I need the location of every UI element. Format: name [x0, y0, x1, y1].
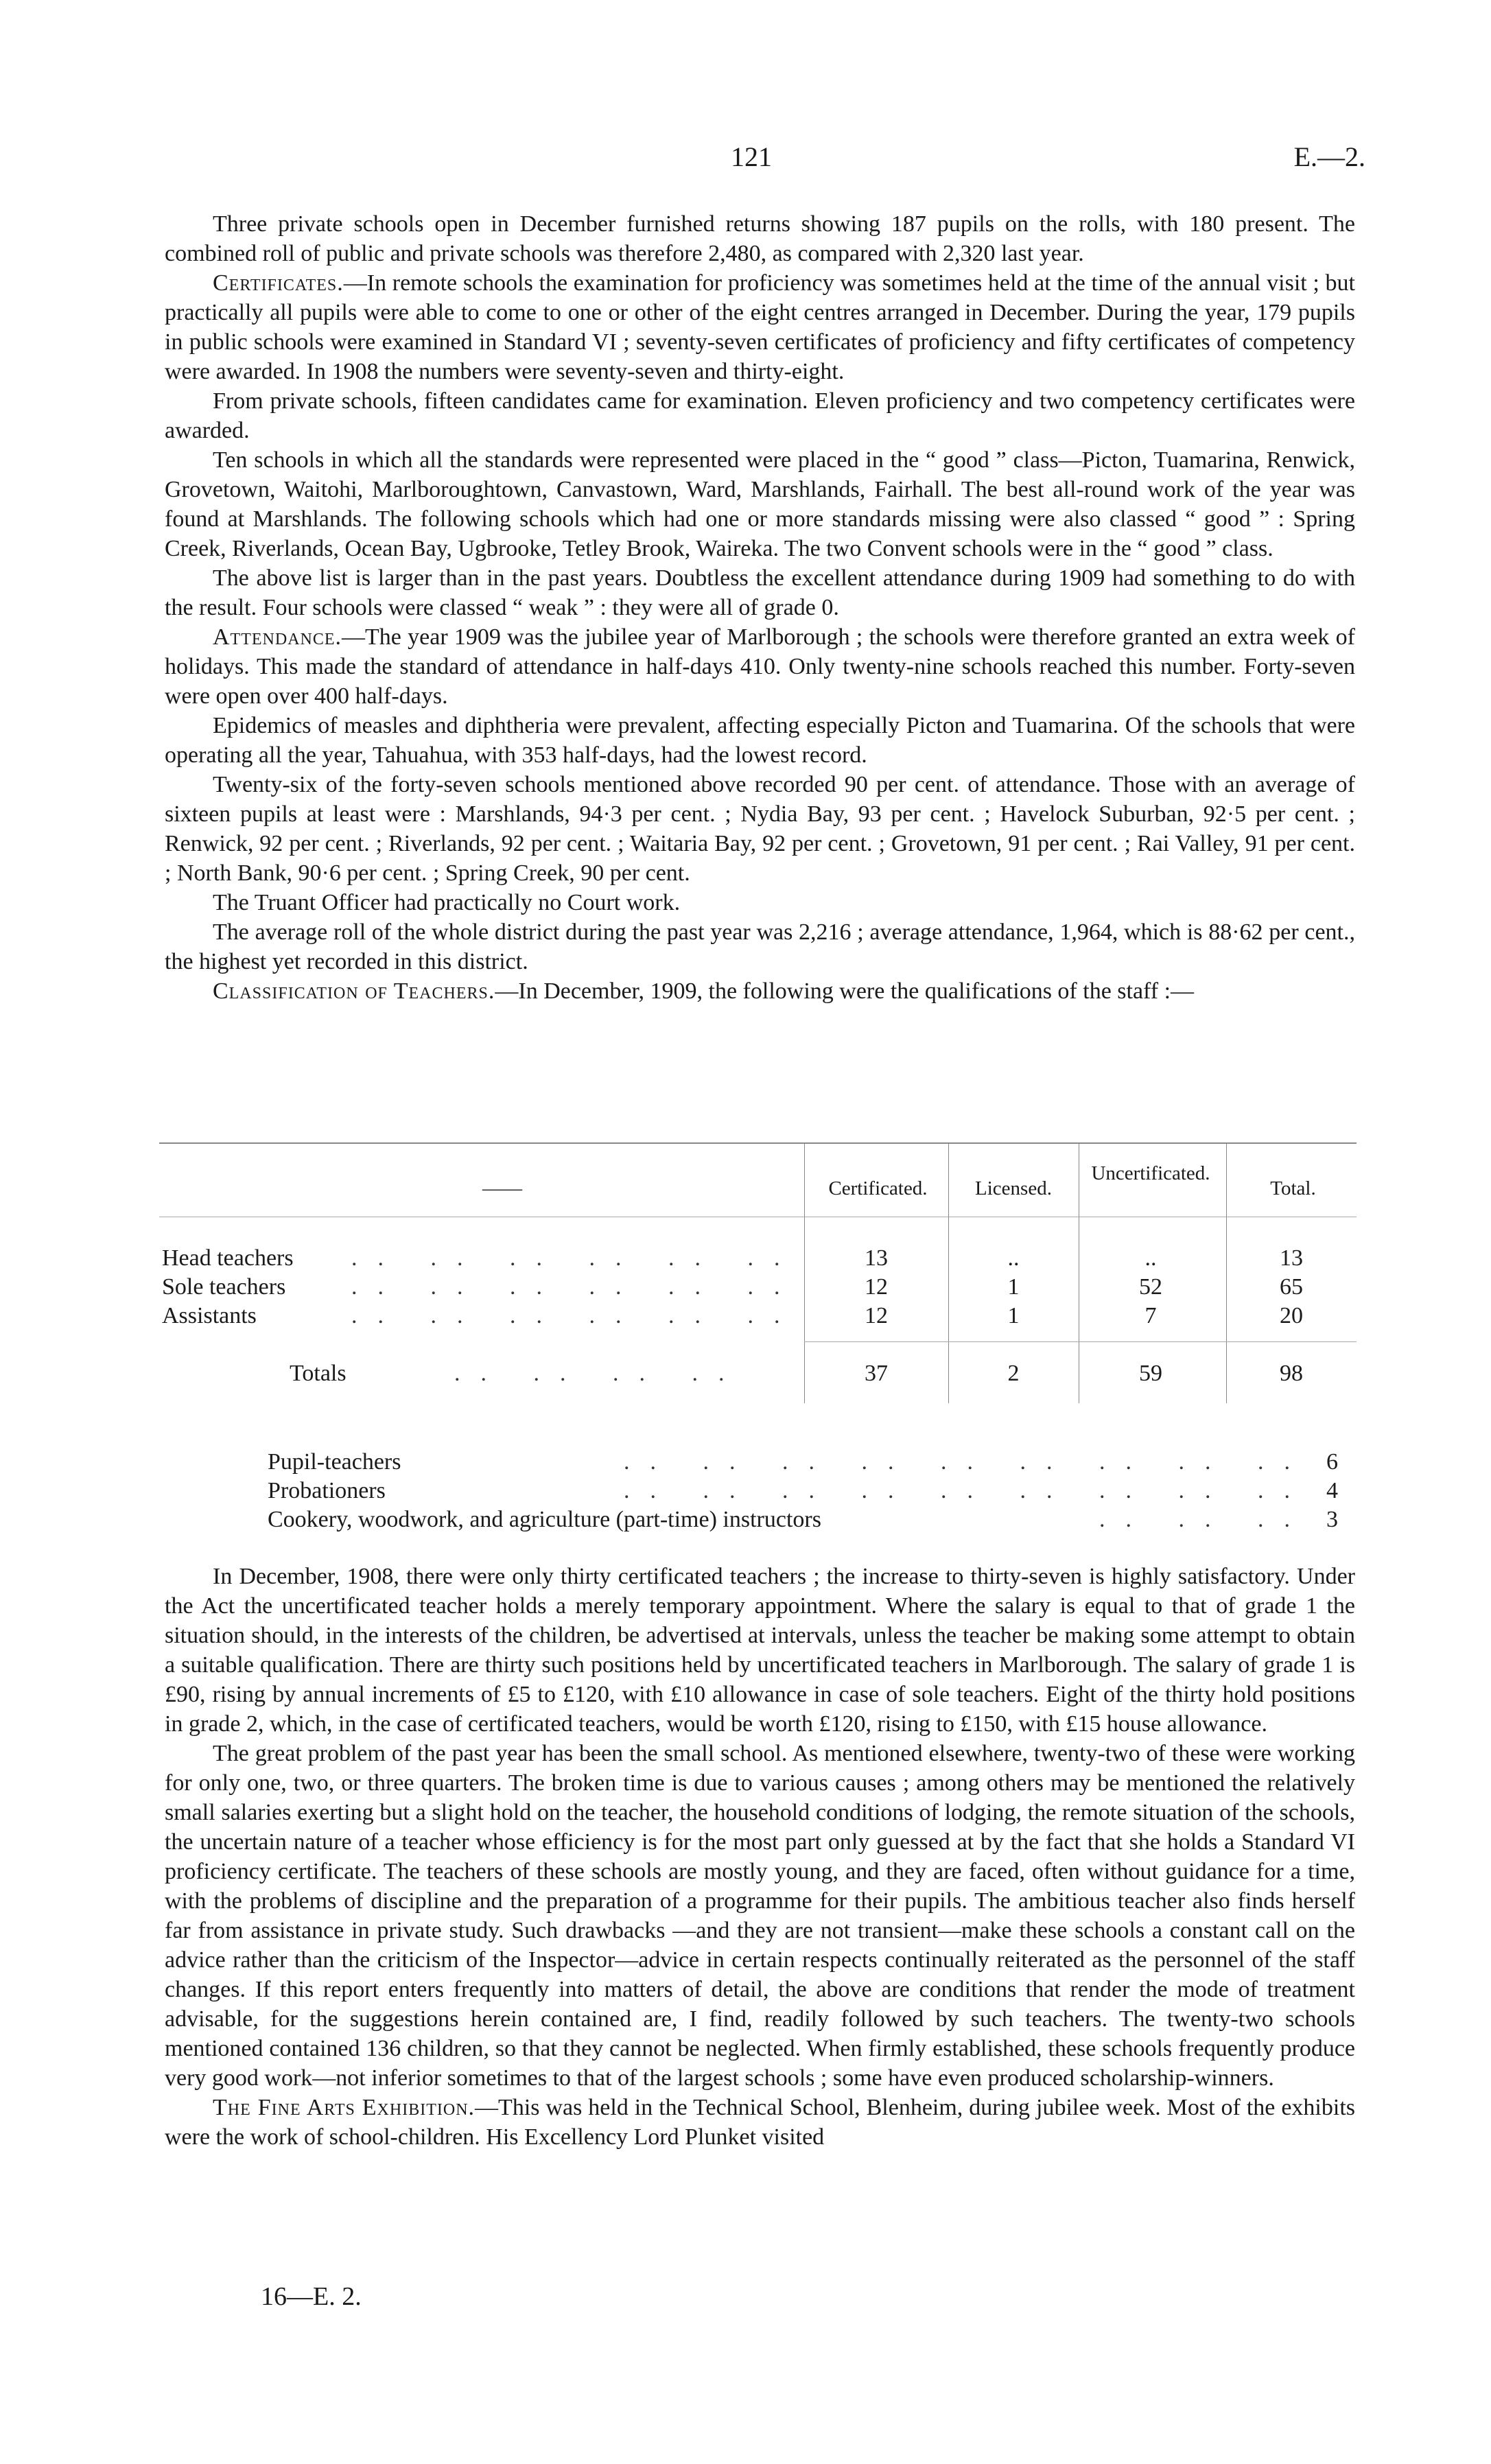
cell-certificated: 12	[865, 1274, 888, 1300]
staff-count: 6	[1326, 1449, 1338, 1475]
dot-leader: .. .. .. .. .. .. .. .. ..	[624, 1478, 1311, 1503]
staff-category: Pupil-teachers	[268, 1449, 401, 1475]
totals-label: Totals	[290, 1361, 347, 1386]
paragraph: Ten schools in which all the standards were represented were placed in the “ good ” class—Picton, Tuamarina, Renwick, Grovetown, Waitohi, Marlboroughtown, Canvastown, Ward, Marshlands, Fairhall. The best all-round work of the year was found at Marshlands. The following schools which had one or more standards missing were also classed “ good ” : Spring Creek, Riverlands, Ocean Bay, Ugbrooke, Tetley Brook, Waireka. The two Convent schools were in the “ good ” class.	[165, 447, 1355, 561]
col-header-total: Total.	[1270, 1177, 1316, 1199]
staff-category: Probationers	[268, 1478, 386, 1503]
row-label: Sole teachers	[162, 1274, 286, 1300]
total-certificated: 37	[865, 1361, 888, 1386]
row-label: Assistants	[162, 1303, 257, 1328]
cell-licensed: 1	[1007, 1303, 1020, 1328]
list-item	[268, 1505, 1338, 1534]
cell-uncertificated: 52	[1139, 1274, 1162, 1300]
paragraph: The average roll of the whole district during the past year was 2,216 ; average attendance, 1,964, which is 88·62 per cent., the highest yet recorded in this district.	[165, 919, 1355, 974]
paragraph: The Truant Officer had practically no Court work.	[213, 890, 681, 915]
list-item	[268, 1448, 1338, 1477]
total-uncertificated: 59	[1139, 1361, 1162, 1386]
dot-leader: .. .. .. ..	[454, 1361, 745, 1386]
paragraph: Classification of Teachers.—In December, 1909, the following were the qualifications of the staff :—	[213, 978, 1195, 1004]
col-header-licensed: Licensed.	[975, 1177, 1052, 1199]
col-header-certificated: Certificated.	[828, 1177, 928, 1199]
staff-count: 4	[1326, 1478, 1338, 1503]
paragraph: Three private schools open in December furnished returns showing 187 pupils on the rolls, with 180 present. The combined roll of public and private schools was therefore 2,480, as compared with 2,320 last year.	[165, 211, 1355, 266]
paragraph: Certificates.—In remote schools the examination for proficiency was sometimes held at the time of the annual visit ; but practically all pupils were able to come to one or other of the eight centres arranged in December. During the year, 179 pupils in public schools were examined in Standard VI ; seventy-seven certificates of proficiency and fifty certificates of competency were awarded. In 1908 the numbers were seventy-seven and thirty-eight.	[165, 270, 1355, 384]
dot-leader: .. .. .. .. .. ..	[351, 1274, 801, 1300]
paragraph: The Fine Arts Exhibition.—This was held in the Technical School, Blenheim, during jubilee week. Most of the exhibits were the work of school-children. His Excellency Lord Plunket visited	[165, 2095, 1355, 2150]
cell-total: 13	[1280, 1245, 1303, 1271]
staff-category: Cookery, woodwork, and agriculture (part-time) instructors	[268, 1507, 821, 1532]
cell-licensed: ..	[1007, 1245, 1020, 1271]
paragraph: From private schools, fifteen candidates came for examination. Eleven proficiency and two competency certificates were awarded.	[165, 388, 1355, 443]
col-header-uncertificated: Uncertificated.	[1091, 1162, 1210, 1184]
dot-leader: .. .. .. .. .. .. .. .. ..	[624, 1449, 1311, 1475]
staff-count: 3	[1326, 1507, 1338, 1532]
body-text-bottom	[165, 1562, 1355, 2152]
cell-licensed: 1	[1007, 1274, 1020, 1300]
cell-uncertificated: 7	[1144, 1303, 1157, 1328]
section-heading: The Fine Arts Exhibition.	[213, 2095, 476, 2120]
table-header-dash: ——	[482, 1177, 522, 1199]
row-label: Head teachers	[162, 1245, 294, 1271]
signature-reference: 16—E. 2.	[261, 2282, 362, 2311]
body-text-top	[165, 209, 1355, 1006]
cell-total: 65	[1280, 1274, 1303, 1300]
cell-certificated: 12	[865, 1303, 888, 1328]
list-item	[268, 1477, 1338, 1505]
paragraph: The above list is larger than in the past years. Doubtless the excellent attendance during 1909 had something to do with the result. Four schools were classed “ weak ” : they were all of grade 0.	[165, 565, 1355, 620]
cell-uncertificated: ..	[1144, 1245, 1157, 1271]
dot-leader: .. .. ..	[1099, 1507, 1311, 1532]
totals-rule	[804, 1341, 1357, 1342]
section-heading: Attendance.	[213, 624, 342, 650]
section-heading: Certificates.	[213, 270, 344, 296]
paragraph: Attendance.—The year 1909 was the jubilee year of Marlborough ; the schools were therefore granted an extra week of holidays. This made the standard of attendance in half-days 410. Only twenty-nine schools reached this number. Forty-seven were open over 400 half-days.	[165, 624, 1355, 709]
dot-leader: .. .. .. .. .. ..	[351, 1245, 801, 1271]
column-divider	[1226, 1142, 1227, 1403]
paragraph: Epidemics of measles and diphtheria were prevalent, affecting especially Picton and Tuamarina. Of the schools that were operating all the year, Tahuahua, with 353 half-days, had the lowest record.	[165, 713, 1355, 768]
staff-qualifications-table	[159, 1136, 1357, 1417]
table-top-rule	[159, 1142, 1357, 1144]
section-heading: Classification of Teachers.	[213, 978, 495, 1004]
total-licensed: 2	[1007, 1361, 1020, 1386]
dot-leader: .. .. .. .. .. ..	[351, 1303, 801, 1328]
page-header	[0, 141, 1491, 189]
other-staff-list	[268, 1448, 1338, 1534]
page-number: 121	[731, 141, 772, 172]
total-total: 98	[1280, 1361, 1303, 1386]
cell-total: 20	[1280, 1303, 1303, 1328]
paragraph: The great problem of the past year has been the small school. As mentioned elsewhere, twenty-two of these were working for only one, two, or three quarters. The broken time is due to various causes ; among others may be mentioned the relatively small salaries exerting but a slight hold on the teacher, the household conditions of lodging, the remote situation of the schools, the uncertain nature of a teacher whose efficiency is for the most part only guessed at by the fact that she holds a Standard VI proficiency certificate. The teachers of these schools are mostly young, and they are faced, often without guidance for a time, with the problems of discipline and the preparation of a programme for their pupils. The ambitious teacher also finds herself far from assistance in private study. Such drawbacks —and they are not transient—make these schools a constant call on the advice rather than the criticism of the Inspector—advice in certain respects continually reiterated as the personnel of the staff changes. If this report enters frequently into matters of detail, the above are conditions that render the mode of treatment advisable, for the suggestions herein contained are, I find, readily followed by such teachers. The twenty-two schools mentioned contained 136 children, so that they cannot be neglected. When firmly established, these schools frequently produce very good work—not inferior sometimes to that of the largest schools ; some have even produced scholarship-winners.	[165, 1741, 1355, 2091]
cell-certificated: 13	[865, 1245, 888, 1271]
series-reference: E.—2.	[1293, 141, 1365, 172]
paragraph: In December, 1908, there were only thirty certificated teachers ; the increase to thirty-seven is highly satisfactory. Under the Act the uncertificated teacher holds a merely temporary appointment. Where the salary is equal to that of grade 1 the situation should, in the interests of the children, be advertised at intervals, unless the teacher be making some attempt to obtain a suitable qualification. There are thirty such positions held by uncertificated teachers in Marlborough. The salary of grade 1 is £90, rising by annual increments of £5 to £120, with £10 allowance in case of sole teachers. Eight of the thirty hold positions in grade 2, which, in the case of certificated teachers, would be worth £120, rising to £150, with £15 house allowance.	[165, 1564, 1355, 1737]
paragraph: Twenty-six of the forty-seven schools mentioned above recorded 90 per cent. of attendance. Those with an average of sixteen pupils at least were : Marshlands, 94·3 per cent. ; Nydia Bay, 93 per cent. ; Havelock Suburban, 92·5 per cent. ; Renwick, 92 per cent. ; Riverlands, 92 per cent. ; Waitaria Bay, 92 per cent. ; Grovetown, 91 per cent. ; Rai Valley, 91 per cent. ; North Bank, 90·6 per cent. ; Spring Creek, 90 per cent.	[165, 772, 1355, 886]
column-divider	[804, 1142, 805, 1403]
